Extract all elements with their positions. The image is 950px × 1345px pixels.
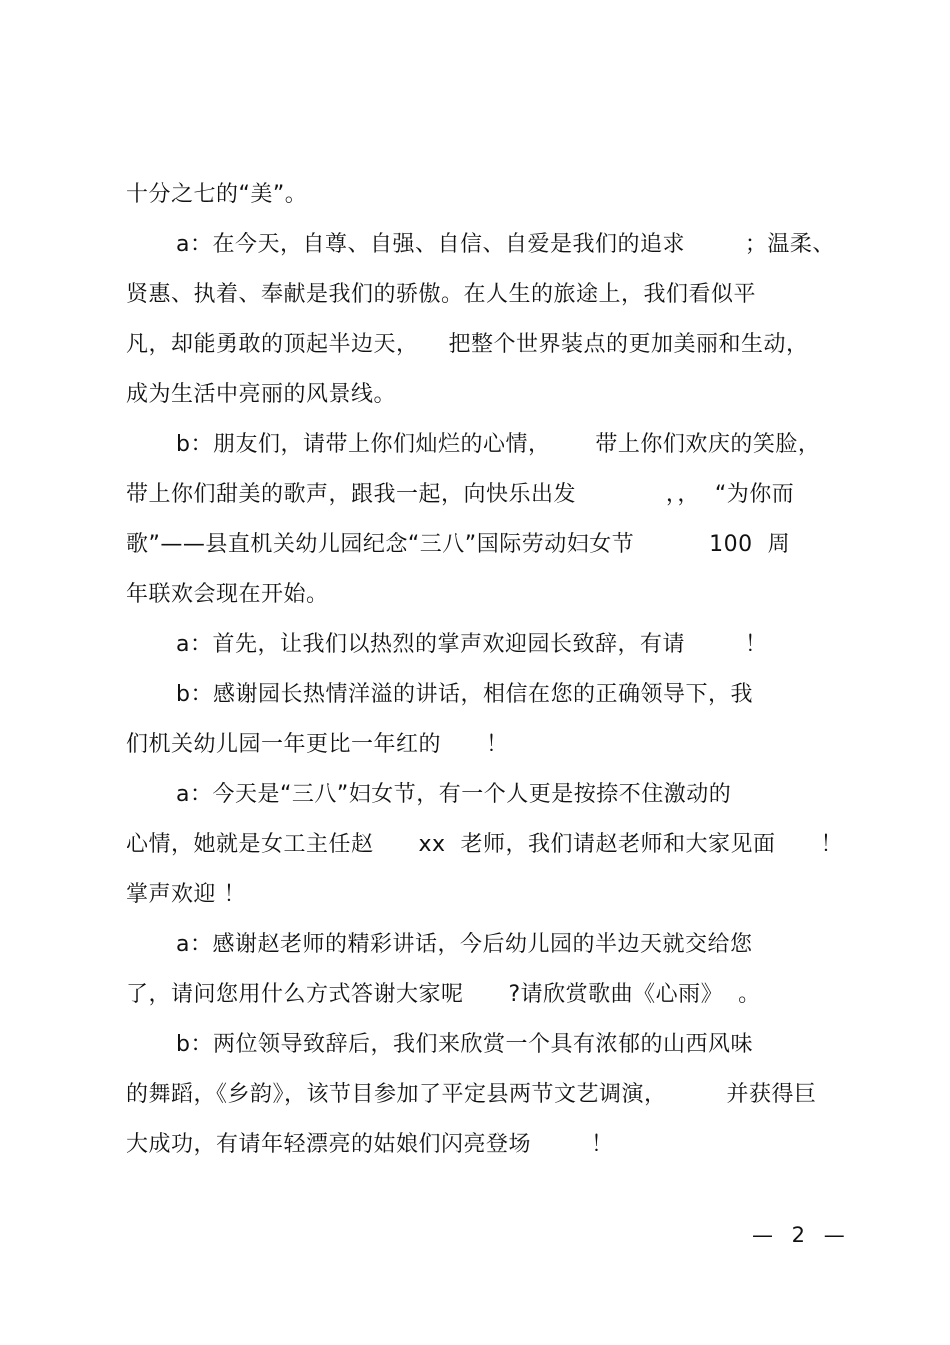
- text-line: 歌”——县直机关幼儿园纪念“三八”国际劳动妇女节 100 周: [126, 532, 791, 557]
- text-line: 大成功，有请年轻漂亮的姑娘们闪亮登场 ！: [126, 1132, 614, 1157]
- text-line: 们机关幼儿园一年更比一年红的 ！: [126, 732, 509, 757]
- paragraph-line: a：在今天，自尊、自强、自信、自爱是我们的追求 ；温柔、: [176, 232, 835, 257]
- text-line: 十分之七的“美”。: [126, 182, 308, 207]
- text-line: 年联欢会现在开始。: [126, 582, 329, 607]
- paragraph-line: b：两位领导致辞后，我们来欣赏一个具有浓郁的山西风味: [176, 1032, 753, 1057]
- paragraph-line: b：朋友们，请带上你们灿烂的心情， 带上你们欢庆的笑脸，: [176, 432, 821, 457]
- text-line: 贤惠、执着、奉献是我们的骄傲。在人生的旅途上，我们看似平: [126, 282, 757, 307]
- paragraph-line: a：感谢赵老师的精彩讲话，今后幼儿园的半边天就交给您: [176, 932, 753, 957]
- text-line: 带上你们甜美的歌声，跟我一起，向快乐出发 ，， “为你而: [126, 482, 795, 507]
- text-line: 心情，她就是女工主任赵 xx 老师，我们请赵老师和大家见面 ！: [126, 832, 843, 857]
- paragraph-line: b：感谢园长热情洋溢的讲话，相信在您的正确领导下，我: [176, 682, 753, 707]
- text-line: 成为生活中亮丽的风景线。: [126, 382, 397, 407]
- text-line: 的舞蹈，《乡韵》，该节目参加了平定县两节文艺调演， 并获得巨: [126, 1082, 817, 1107]
- text-line: 掌声欢迎 ！: [126, 882, 246, 907]
- paragraph-line: a：首先，让我们以热烈的掌声欢迎园长致辞，有请 ！: [176, 632, 768, 657]
- text-line: 凡，却能勇敢的顶起半边天， 把整个世界装点的更加美丽和生动，: [126, 332, 809, 357]
- paragraph-line: a：今天是“三八”妇女节，有一个人更是按捺不住激动的: [176, 782, 732, 807]
- text-line: 了，请问您用什么方式答谢大家呢 ?请欣赏歌曲《心雨》 。: [126, 982, 761, 1007]
- page-number: — 2 —: [752, 1223, 851, 1247]
